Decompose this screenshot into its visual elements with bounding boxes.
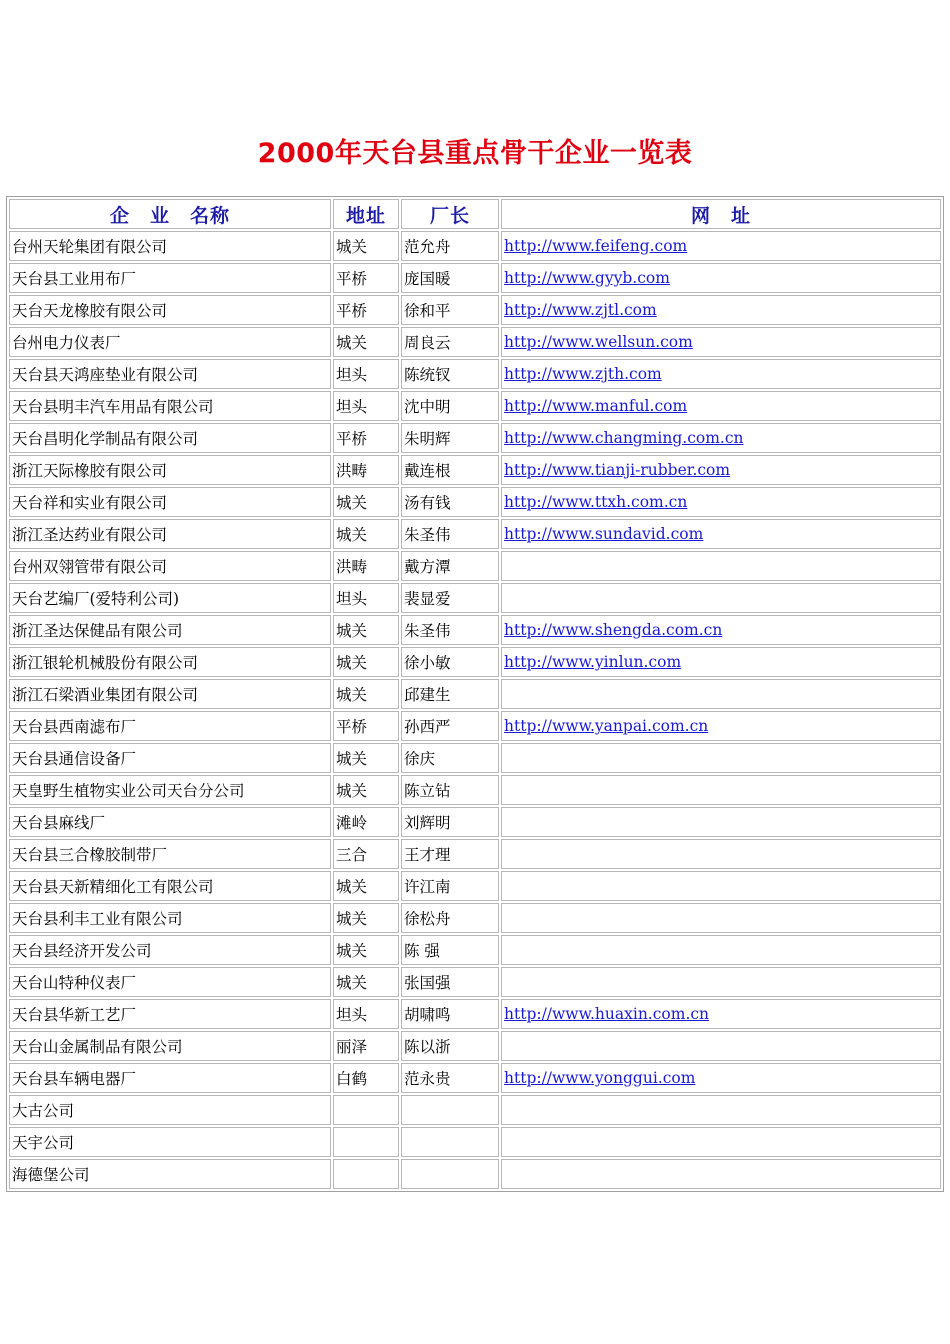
company-name-cell: 浙江圣达保健品有限公司: [9, 615, 331, 645]
header-name: 企 业 名称: [9, 199, 331, 229]
table-row: [9, 615, 941, 645]
director-cell: 范永贵: [401, 1063, 499, 1093]
table-row: [9, 679, 941, 709]
website-cell: [501, 487, 941, 517]
header-address: 地址: [333, 199, 399, 229]
director-cell: 王才理: [401, 839, 499, 869]
website-link[interactable]: http://www.feifeng.com: [504, 237, 688, 255]
company-name-cell: 天台昌明化学制品有限公司: [9, 423, 331, 453]
address-cell: 城关: [333, 487, 399, 517]
director-cell: 徐松舟: [401, 903, 499, 933]
company-name-cell: 天台县天新精细化工有限公司: [9, 871, 331, 901]
table-row: [9, 1127, 941, 1157]
address-cell: [333, 1159, 399, 1189]
director-cell: 孙西严: [401, 711, 499, 741]
website-cell: [501, 1095, 941, 1125]
website-cell: [501, 295, 941, 325]
address-cell: 城关: [333, 743, 399, 773]
director-cell: 戴连根: [401, 455, 499, 485]
address-cell: 三合: [333, 839, 399, 869]
header-website: 网 址: [501, 199, 941, 229]
website-cell: [501, 743, 941, 773]
director-cell: 范允舟: [401, 231, 499, 261]
company-name-cell: 海德堡公司: [9, 1159, 331, 1189]
company-name-cell: 天台县车辆电器厂: [9, 1063, 331, 1093]
website-cell: [501, 903, 941, 933]
address-cell: [333, 1127, 399, 1157]
company-name-cell: 台州电力仪表厂: [9, 327, 331, 357]
website-cell: [501, 551, 941, 581]
table-row: [9, 839, 941, 869]
company-name-cell: 天台县利丰工业有限公司: [9, 903, 331, 933]
website-link[interactable]: http://www.tianji-rubber.com: [504, 461, 731, 479]
director-cell: 朱圣伟: [401, 519, 499, 549]
director-cell: 庞国暖: [401, 263, 499, 293]
director-cell: 徐和平: [401, 295, 499, 325]
website-cell: [501, 839, 941, 869]
website-cell: [501, 711, 941, 741]
address-cell: 坦头: [333, 391, 399, 421]
website-cell: [501, 1031, 941, 1061]
table-row: [9, 359, 941, 389]
website-cell: [501, 679, 941, 709]
address-cell: 城关: [333, 871, 399, 901]
table-row: [9, 647, 941, 677]
website-cell: [501, 1063, 941, 1093]
website-cell: [501, 455, 941, 485]
address-cell: 城关: [333, 327, 399, 357]
address-cell: 城关: [333, 967, 399, 997]
website-link[interactable]: http://www.gyyb.com: [504, 269, 670, 287]
table-row: [9, 711, 941, 741]
address-cell: 城关: [333, 935, 399, 965]
table-body: [9, 231, 941, 1189]
table-row: [9, 903, 941, 933]
table-row: [9, 1159, 941, 1189]
table-row: [9, 551, 941, 581]
company-name-cell: 天台县通信设备厂: [9, 743, 331, 773]
table-row: [9, 1095, 941, 1125]
address-cell: 坦头: [333, 583, 399, 613]
website-cell: [501, 519, 941, 549]
director-cell: 徐庆: [401, 743, 499, 773]
website-link[interactable]: http://www.sundavid.com: [504, 525, 704, 543]
director-cell: 许江南: [401, 871, 499, 901]
website-cell: [501, 935, 941, 965]
table-row: [9, 967, 941, 997]
website-link[interactable]: http://www.manful.com: [504, 397, 688, 415]
website-link[interactable]: http://www.zjtl.com: [504, 301, 657, 319]
website-link[interactable]: http://www.yonggui.com: [504, 1069, 696, 1087]
table-row: [9, 327, 941, 357]
table-row: [9, 1063, 941, 1093]
company-name-cell: 天台天龙橡胶有限公司: [9, 295, 331, 325]
company-name-cell: 天皇野生植物实业公司天台分公司: [9, 775, 331, 805]
company-name-cell: 天宇公司: [9, 1127, 331, 1157]
director-cell: 戴方潭: [401, 551, 499, 581]
director-cell: 裴显爱: [401, 583, 499, 613]
company-name-cell: 浙江石梁酒业集团有限公司: [9, 679, 331, 709]
director-cell: 邱建生: [401, 679, 499, 709]
company-name-cell: 天台县天鸿座垫业有限公司: [9, 359, 331, 389]
director-cell: [401, 1095, 499, 1125]
director-cell: 周良云: [401, 327, 499, 357]
director-cell: 汤有钱: [401, 487, 499, 517]
website-cell: [501, 327, 941, 357]
company-name-cell: 天台县华新工艺厂: [9, 999, 331, 1029]
company-name-cell: 台州天轮集团有限公司: [9, 231, 331, 261]
address-cell: 城关: [333, 519, 399, 549]
address-cell: 洪畴: [333, 455, 399, 485]
director-cell: 陈 强: [401, 935, 499, 965]
director-cell: 陈立钻: [401, 775, 499, 805]
address-cell: 洪畴: [333, 551, 399, 581]
website-cell: [501, 871, 941, 901]
table-row: [9, 935, 941, 965]
director-cell: 朱圣伟: [401, 615, 499, 645]
table-row: [9, 487, 941, 517]
table-row: [9, 807, 941, 837]
director-cell: 张国强: [401, 967, 499, 997]
address-cell: 城关: [333, 615, 399, 645]
website-cell: [501, 967, 941, 997]
table-row: [9, 871, 941, 901]
address-cell: 城关: [333, 903, 399, 933]
address-cell: 平桥: [333, 295, 399, 325]
table-row: [9, 263, 941, 293]
website-cell: [501, 615, 941, 645]
website-cell: [501, 583, 941, 613]
company-name-cell: 大古公司: [9, 1095, 331, 1125]
address-cell: 平桥: [333, 711, 399, 741]
company-name-cell: 台州双翎管带有限公司: [9, 551, 331, 581]
director-cell: 刘辉明: [401, 807, 499, 837]
company-name-cell: 天台艺编厂(爱特利公司): [9, 583, 331, 613]
director-cell: [401, 1127, 499, 1157]
table-row: [9, 519, 941, 549]
table-row: [9, 455, 941, 485]
website-link[interactable]: http://www.yanpai.com.cn: [504, 717, 709, 735]
website-link[interactable]: http://www.shengda.com.cn: [504, 621, 723, 639]
address-cell: 城关: [333, 775, 399, 805]
table-row: [9, 391, 941, 421]
website-cell: [501, 423, 941, 453]
table-row: [9, 999, 941, 1029]
company-name-cell: 天台山特种仪表厂: [9, 967, 331, 997]
address-cell: 坦头: [333, 999, 399, 1029]
table-row: [9, 231, 941, 261]
website-cell: [501, 263, 941, 293]
company-name-cell: 天台县麻线厂: [9, 807, 331, 837]
company-name-cell: 浙江银轮机械股份有限公司: [9, 647, 331, 677]
website-link[interactable]: http://www.zjth.com: [504, 365, 662, 383]
company-name-cell: 浙江天际橡胶有限公司: [9, 455, 331, 485]
director-cell: 朱明辉: [401, 423, 499, 453]
table-row: [9, 775, 941, 805]
company-name-cell: 浙江圣达药业有限公司: [9, 519, 331, 549]
website-link[interactable]: http://www.yinlun.com: [504, 653, 682, 671]
address-cell: 城关: [333, 679, 399, 709]
director-cell: 陈统钗: [401, 359, 499, 389]
table-row: [9, 295, 941, 325]
website-cell: [501, 775, 941, 805]
address-cell: 城关: [333, 231, 399, 261]
website-cell: [501, 359, 941, 389]
company-name-cell: 天台祥和实业有限公司: [9, 487, 331, 517]
website-link[interactable]: http://www.huaxin.com.cn: [504, 1005, 710, 1023]
website-cell: [501, 1159, 941, 1189]
company-name-cell: 天台山金属制品有限公司: [9, 1031, 331, 1061]
address-cell: 平桥: [333, 423, 399, 453]
address-cell: 平桥: [333, 263, 399, 293]
director-cell: 陈以浙: [401, 1031, 499, 1061]
company-name-cell: 天台县三合橡胶制带厂: [9, 839, 331, 869]
website-cell: [501, 807, 941, 837]
table-row: [9, 743, 941, 773]
website-link[interactable]: http://www.changming.com.cn: [504, 429, 744, 447]
table-row: [9, 423, 941, 453]
enterprise-table: [6, 196, 944, 1192]
website-cell: [501, 391, 941, 421]
website-cell: [501, 231, 941, 261]
address-cell: 白鹤: [333, 1063, 399, 1093]
website-cell: [501, 647, 941, 677]
company-name-cell: 天台县明丰汽车用品有限公司: [9, 391, 331, 421]
website-link[interactable]: http://www.ttxh.com.cn: [504, 493, 688, 511]
table-row: [9, 1031, 941, 1061]
header-director: 厂长: [401, 199, 499, 229]
website-link[interactable]: http://www.wellsun.com: [504, 333, 693, 351]
table-row: [9, 583, 941, 613]
address-cell: 丽泽: [333, 1031, 399, 1061]
company-name-cell: 天台县经济开发公司: [9, 935, 331, 965]
director-cell: 沈中明: [401, 391, 499, 421]
address-cell: 坦头: [333, 359, 399, 389]
company-name-cell: 天台县工业用布厂: [9, 263, 331, 293]
address-cell: 滩岭: [333, 807, 399, 837]
address-cell: 城关: [333, 647, 399, 677]
website-cell: [501, 1127, 941, 1157]
enterprise-table-container: [6, 196, 944, 1192]
director-cell: [401, 1159, 499, 1189]
website-cell: [501, 999, 941, 1029]
page-title: 2000年天台县重点骨干企业一览表: [257, 138, 693, 169]
address-cell: [333, 1095, 399, 1125]
director-cell: 徐小敏: [401, 647, 499, 677]
director-cell: 胡啸鸣: [401, 999, 499, 1029]
table-header-row: [9, 199, 941, 229]
company-name-cell: 天台县西南滤布厂: [9, 711, 331, 741]
